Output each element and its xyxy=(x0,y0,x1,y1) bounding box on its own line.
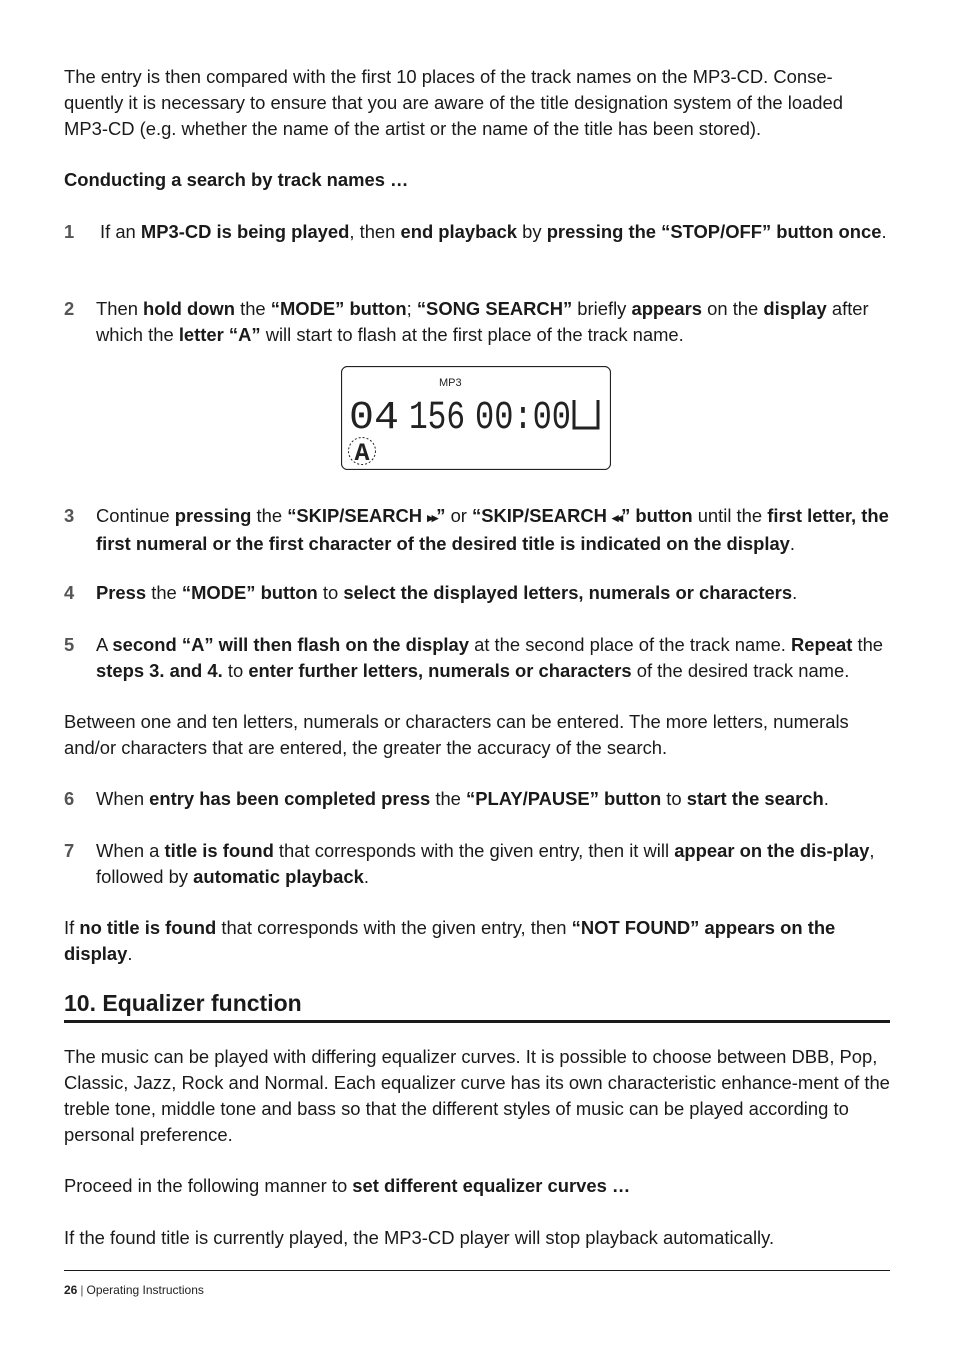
text-run: ; xyxy=(406,298,417,319)
text-run: will start to flash at the first place of the track name. xyxy=(260,324,684,345)
text-run: of the desired track name. xyxy=(631,660,850,681)
text-run: Proceed in the following manner to xyxy=(64,1175,353,1196)
text-run: Continue xyxy=(96,505,175,526)
text-run: . xyxy=(792,582,798,603)
text-run: pressing xyxy=(174,505,252,526)
text-run: hold down xyxy=(143,298,235,319)
skip-arrow-icon: ◂◂ xyxy=(612,510,622,525)
page-number: 26 xyxy=(64,1283,78,1297)
equalizer-text-3: If the found title is currently played, the MP3-CD player will stop playback automatically. xyxy=(64,1227,775,1248)
text-run: the xyxy=(146,582,182,603)
text-run: to xyxy=(222,660,249,681)
equalizer-paragraph-2 xyxy=(64,1173,890,1199)
text-run: Repeat xyxy=(791,634,853,655)
text-run: appear on the dis-play xyxy=(674,840,870,861)
text-run: the xyxy=(430,788,467,809)
footer-separator: | xyxy=(80,1283,84,1297)
step-number: 6 xyxy=(64,788,75,809)
text-run: A xyxy=(96,634,113,655)
between-text: Between one and ten letters, numerals or characters can be entered. The more letters, numerals and/or characters that are entered, the greater the accuracy of the search. xyxy=(64,711,849,758)
text-run: or xyxy=(445,505,473,526)
text-run: automatic playback xyxy=(193,866,364,887)
text-run: start the search xyxy=(686,788,824,809)
text-run: to xyxy=(661,788,687,809)
text-run: end playback xyxy=(400,221,518,242)
footer xyxy=(64,1283,204,1297)
text-run: on the xyxy=(702,298,764,319)
lcd-letter: A xyxy=(354,439,370,468)
lcd-mode-label: MP3 xyxy=(439,377,462,389)
text-run: letter “A” xyxy=(178,324,261,345)
text-run: by xyxy=(517,221,547,242)
intro-paragraph xyxy=(64,64,890,142)
text-run: “SKIP/SEARCH xyxy=(472,505,613,526)
text-run: . xyxy=(789,533,796,554)
text-run: “SKIP/SEARCH xyxy=(287,505,428,526)
text-run: select the displayed letters, numerals or characters xyxy=(343,582,793,603)
text-run: . xyxy=(127,943,133,964)
text-run: steps 3. and 4. xyxy=(96,660,223,681)
text-run: set different equalizer curves … xyxy=(352,1175,631,1196)
lcd-track-count: 156 xyxy=(409,396,465,441)
text-run: at the second place of the track name. xyxy=(469,634,792,655)
text-run: briefly xyxy=(572,298,632,319)
section-divider xyxy=(64,1020,890,1023)
step-5 xyxy=(64,632,890,684)
text-run: until the xyxy=(692,505,768,526)
text-run: after which the xyxy=(96,298,869,345)
step-3 xyxy=(64,503,890,557)
text-run: If an xyxy=(100,221,141,242)
text-run: first letter, the first numeral or the first character of the desired title is indicated on the display xyxy=(96,505,889,554)
equalizer-paragraph-3 xyxy=(64,1225,890,1251)
text-run: “SONG SEARCH” xyxy=(416,298,573,319)
step-text xyxy=(96,786,890,812)
step-number: 2 xyxy=(64,298,75,319)
search-heading: Conducting a search by track names … xyxy=(64,169,409,190)
step-text xyxy=(96,632,890,684)
lcd-track-number: 04 xyxy=(349,396,399,441)
text-run: ” button xyxy=(621,505,693,526)
step-number: 7 xyxy=(64,840,75,861)
text-run: Then xyxy=(96,298,144,319)
text-run: that corresponds with the given entry, then it will xyxy=(273,840,675,861)
intro-text: The entry is then compared with the first 10 places of the track names on the MP3-CD. Conse-quently it is necessary to ensure that you are aware of the title designation system of the loaded MP3-CD (e.g. whether the name of the artist or the name of the title has been stored). xyxy=(64,66,843,139)
text-run: the xyxy=(251,505,288,526)
text-run: , then xyxy=(349,221,401,242)
text-run: display xyxy=(763,298,827,319)
footer-label: Operating Instructions xyxy=(86,1283,204,1297)
step-number: 1 xyxy=(64,221,75,242)
step-2 xyxy=(64,296,890,348)
step-number: 3 xyxy=(64,505,75,526)
text-run: . xyxy=(823,788,829,809)
between-paragraph xyxy=(64,709,890,761)
text-run: “MODE” button xyxy=(270,298,407,319)
text-run: ” xyxy=(436,505,446,526)
text-run: appears xyxy=(631,298,703,319)
skip-arrow-icon: ▸▸ xyxy=(427,510,437,525)
text-run: that corresponds with the given entry, then xyxy=(216,917,572,938)
text-run: the xyxy=(852,634,884,655)
text-run: “PLAY/PAUSE” button xyxy=(466,788,662,809)
section-heading-block xyxy=(64,988,890,1018)
lcd-display xyxy=(341,366,611,470)
text-run: enter further letters, numerals or characters xyxy=(248,660,632,681)
footer-divider xyxy=(64,1270,890,1271)
text-run: pressing the “STOP/OFF” button once xyxy=(546,221,882,242)
text-run: When xyxy=(96,788,150,809)
text-run: . xyxy=(881,221,887,242)
step-number: 4 xyxy=(64,582,75,603)
step-text xyxy=(96,838,890,890)
not-found-text xyxy=(64,915,890,967)
text-run: no title is found xyxy=(79,917,217,938)
equalizer-text-2 xyxy=(64,1173,890,1199)
not-found-paragraph xyxy=(64,915,890,967)
text-run: “MODE” button xyxy=(181,582,318,603)
step-4 xyxy=(64,580,890,606)
text-run: title is found xyxy=(164,840,274,861)
section-title: 10. Equalizer function xyxy=(64,990,302,1016)
search-heading-block xyxy=(64,167,890,193)
text-run: . xyxy=(363,866,369,887)
text-run: second “A” will then flash on the display xyxy=(112,634,469,655)
text-run: Press xyxy=(96,582,147,603)
step-7 xyxy=(64,838,890,890)
text-run: entry has been completed press xyxy=(149,788,431,809)
text-run: If xyxy=(64,917,80,938)
text-run: When a xyxy=(96,840,165,861)
equalizer-text-1: The music can be played with differing equalizer curves. It is possible to choose between DBB, Pop, Classic, Jazz, Rock and Normal. Each equalizer curve has its own characteristic enhance-ment of the treble tone, middle tone and bass so that the different styles of music can be played according to personal preference. xyxy=(64,1046,890,1145)
step-text xyxy=(96,296,890,348)
text-run: MP3-CD is being played xyxy=(140,221,350,242)
step-6 xyxy=(64,786,890,812)
step-text xyxy=(64,219,890,245)
step-1 xyxy=(64,219,890,245)
text-run: to xyxy=(317,582,344,603)
step-text xyxy=(96,580,890,606)
step-text xyxy=(96,503,890,557)
text-run: the xyxy=(234,298,271,319)
lcd-time: 00:00 xyxy=(475,396,571,441)
step-number: 5 xyxy=(64,634,75,655)
text-run: “NOT FOUND” appears on the display xyxy=(64,917,836,964)
equalizer-paragraph-1 xyxy=(64,1044,890,1148)
text-run: , followed by xyxy=(96,840,875,887)
